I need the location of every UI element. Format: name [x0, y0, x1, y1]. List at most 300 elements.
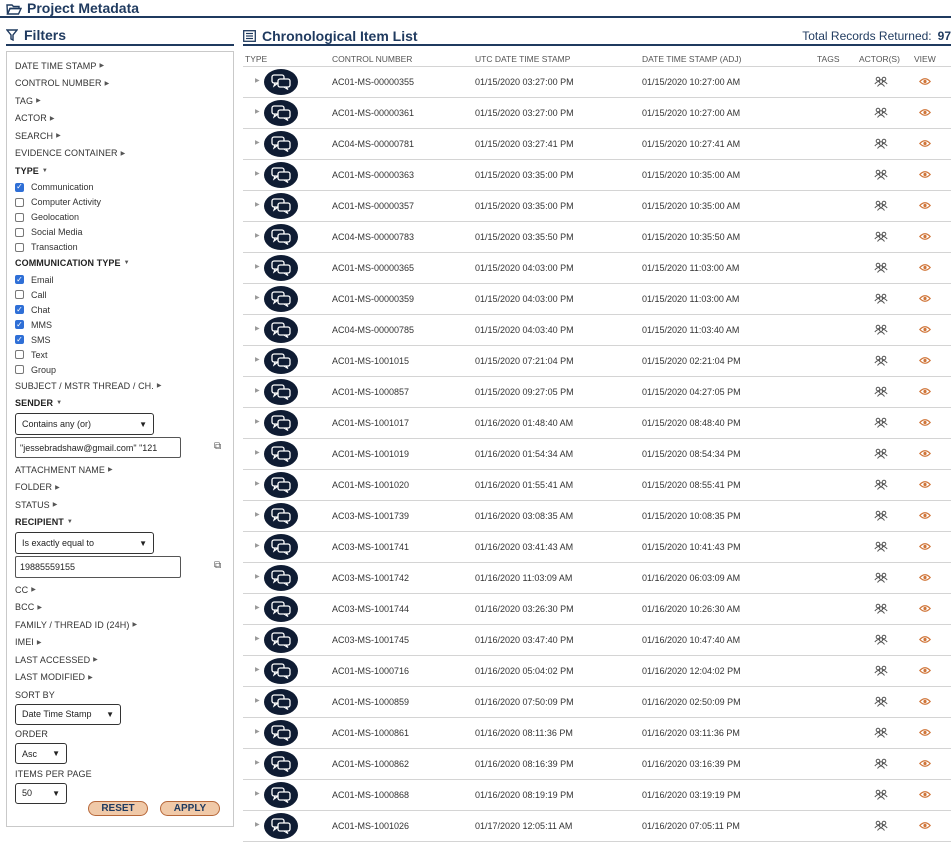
utc-date-cell: 01/15/2020 03:35:00 PM [475, 170, 574, 180]
utc-date-cell: 01/15/2020 03:27:00 PM [475, 108, 574, 118]
table-row[interactable] [243, 315, 951, 346]
caret-down-icon: ▼ [66, 519, 73, 526]
table-row[interactable] [243, 811, 951, 842]
people-icon[interactable] [874, 231, 888, 244]
total-records-value: 97 [937, 29, 951, 43]
people-icon[interactable] [874, 200, 888, 213]
app-title: Project Metadata [27, 0, 140, 16]
column-adj-date[interactable]: DATE TIME STAMP (ADJ) [642, 54, 742, 64]
filter-cc-toggle[interactable] [15, 581, 233, 599]
caret-right-icon: ▶ [37, 604, 43, 611]
row-expand-icon[interactable]: ▶ [255, 667, 260, 673]
control-number-cell: AC01-MS-00000363 [332, 170, 415, 180]
caret-right-icon: ▶ [120, 150, 126, 157]
adj-date-cell: 01/15/2020 10:27:41 AM [642, 139, 741, 149]
caret-right-icon: ▶ [132, 622, 138, 629]
chat-bubbles-icon [264, 596, 298, 622]
list-title: Chronological Item List [262, 28, 418, 44]
filter-comm-type-label: COMMUNICATION TYPE [15, 258, 121, 269]
chat-bubbles-icon [264, 720, 298, 746]
comm-type-option-text[interactable] [15, 347, 233, 362]
eye-icon[interactable] [919, 666, 931, 677]
people-icon[interactable] [874, 293, 888, 306]
row-expand-icon[interactable]: ▶ [255, 729, 260, 735]
table-row[interactable] [243, 501, 951, 532]
checkbox-checked[interactable]: ✓ [16, 274, 23, 284]
adj-date-cell: 01/15/2020 10:27:00 AM [642, 77, 741, 87]
chat-bubbles-icon [264, 658, 298, 684]
table-row[interactable] [243, 625, 951, 656]
eye-icon[interactable] [919, 170, 931, 181]
grid-rows [243, 67, 951, 842]
checkbox-checked[interactable]: ✓ [16, 319, 23, 329]
checkbox-checked[interactable]: ✓ [16, 304, 23, 314]
people-icon[interactable] [874, 510, 888, 523]
recipient-operator-select[interactable] [15, 532, 154, 554]
eye-icon[interactable] [919, 232, 931, 243]
checkbox-label: Computer Activity [31, 197, 102, 207]
people-icon[interactable] [874, 76, 888, 89]
control-number-cell: AC01-MS-00000357 [332, 201, 415, 211]
total-records [802, 26, 951, 46]
adj-date-cell: 01/15/2020 10:35:50 AM [642, 232, 741, 242]
table-row[interactable] [243, 718, 951, 749]
chat-bubbles-icon [264, 782, 298, 808]
filter-subject-toggle[interactable] [15, 377, 233, 395]
filter-actor-toggle[interactable] [15, 110, 233, 128]
comm-type-option-chat[interactable] [15, 302, 233, 317]
app-header [0, 0, 951, 18]
caret-right-icon: ▶ [49, 115, 55, 122]
chat-bubbles-icon [264, 751, 298, 777]
people-icon[interactable] [874, 541, 888, 554]
filter-attachment-name-toggle[interactable] [15, 461, 233, 479]
reset-button[interactable]: RESET [88, 801, 148, 816]
filter-folder-toggle[interactable] [15, 479, 233, 497]
filter-sender-label: SENDER [15, 398, 54, 409]
filter-comm-type-toggle[interactable] [15, 255, 233, 273]
row-expand-icon[interactable]: ▶ [255, 512, 260, 518]
caret-down-icon: ▼ [41, 167, 48, 174]
eye-icon[interactable] [919, 418, 931, 429]
sort-by-value: Date Time Stamp [22, 709, 92, 719]
utc-date-cell: 01/15/2020 03:27:00 PM [475, 77, 574, 87]
control-number-cell: AC01-MS-1000859 [332, 697, 410, 707]
eye-icon[interactable] [919, 511, 931, 522]
table-row[interactable] [243, 191, 951, 222]
eye-icon[interactable] [919, 790, 931, 801]
people-icon[interactable] [874, 634, 888, 647]
row-expand-icon[interactable]: ▶ [255, 760, 260, 766]
checkbox-unchecked[interactable] [15, 198, 24, 207]
items-per-page-select[interactable] [15, 783, 67, 804]
filter-family-thread-id-24h-toggle[interactable] [15, 616, 233, 634]
utc-date-cell: 01/16/2020 03:47:40 PM [475, 635, 574, 645]
table-row[interactable] [243, 346, 951, 377]
comm-type-option-email[interactable] [15, 272, 233, 287]
column-actors[interactable]: ACTOR(S) [859, 54, 900, 64]
comm-type-option-sms[interactable] [15, 332, 233, 347]
list-icon [243, 30, 256, 42]
table-row[interactable] [243, 594, 951, 625]
utc-date-cell: 01/16/2020 08:11:36 PM [475, 728, 573, 738]
eye-icon[interactable] [919, 263, 931, 274]
people-icon[interactable] [874, 789, 888, 802]
total-records-label: Total Records Returned: [802, 29, 932, 43]
utc-date-cell: 01/16/2020 11:03:09 AM [475, 573, 573, 583]
filter-section-label: DATE TIME STAMP [15, 60, 97, 71]
control-number-cell: AC01-MS-00000361 [332, 108, 415, 118]
filter-search-toggle[interactable] [15, 127, 233, 145]
table-row[interactable] [243, 656, 951, 687]
chat-bubbles-icon [264, 224, 298, 250]
eye-icon[interactable] [919, 77, 931, 88]
apply-button[interactable]: APPLY [160, 801, 220, 816]
grid-header [243, 51, 951, 67]
comm-type-option-mms[interactable] [15, 317, 233, 332]
items-per-page-value: 50 [22, 788, 33, 798]
sort-by-select[interactable] [15, 704, 121, 725]
checkbox-checked[interactable]: ✓ [16, 182, 23, 191]
table-row[interactable] [243, 129, 951, 160]
chat-bubbles-icon [264, 410, 298, 436]
eye-icon[interactable] [919, 108, 931, 119]
filter-type-toggle[interactable] [15, 162, 233, 180]
adj-date-cell: 01/16/2020 07:05:11 PM [642, 821, 740, 831]
utc-date-cell: 01/16/2020 08:16:39 PM [475, 759, 574, 769]
control-number-cell: AC03-MS-1001739 [332, 511, 410, 521]
filter-evidence-container-toggle[interactable] [15, 145, 233, 163]
utc-date-cell: 01/16/2020 05:04:02 PM [475, 666, 574, 676]
people-icon[interactable] [874, 572, 888, 585]
people-icon[interactable] [874, 355, 888, 368]
people-icon[interactable] [874, 169, 888, 182]
checkbox-label: Social Media [31, 227, 83, 237]
table-row[interactable] [243, 222, 951, 253]
checkbox-label: Email [31, 274, 54, 285]
caret-down-icon: ▼ [123, 260, 130, 267]
column-control-number[interactable]: CONTROL NUMBER [332, 54, 413, 64]
adj-date-cell: 01/16/2020 12:04:02 PM [642, 666, 741, 676]
filter-section-label: BCC [15, 602, 35, 613]
adj-date-cell: 01/16/2020 10:47:40 AM [642, 635, 741, 645]
filter-last-modified-toggle[interactable] [15, 669, 233, 687]
filter-imei-toggle[interactable] [15, 634, 233, 652]
eye-icon[interactable] [919, 356, 931, 367]
eye-icon[interactable] [919, 759, 931, 770]
people-icon[interactable] [874, 138, 888, 151]
filter-section-label: CC [15, 584, 29, 595]
chat-bubbles-icon [264, 565, 298, 591]
control-number-cell: AC01-MS-1001019 [332, 449, 410, 459]
row-expand-icon[interactable]: ▶ [255, 78, 260, 84]
eye-icon[interactable] [919, 480, 931, 491]
table-row[interactable] [243, 67, 951, 98]
utc-date-cell: 01/15/2020 04:03:00 PM [475, 263, 574, 273]
people-icon[interactable] [874, 262, 888, 275]
chat-bubbles-icon [264, 69, 298, 95]
row-expand-icon[interactable]: ▶ [255, 326, 260, 332]
chat-bubbles-icon [264, 348, 298, 374]
chat-bubbles-icon [264, 100, 298, 126]
order-select[interactable] [15, 743, 67, 764]
sender-value-input[interactable] [15, 437, 181, 458]
eye-icon[interactable] [919, 201, 931, 212]
chat-bubbles-icon [264, 441, 298, 467]
utc-date-cell: 01/16/2020 03:41:43 AM [475, 542, 574, 552]
control-number-cell: AC01-MS-1000716 [332, 666, 410, 676]
utc-date-cell: 01/15/2020 04:03:00 PM [475, 294, 574, 304]
chat-bubbles-icon [264, 627, 298, 653]
caret-right-icon: ▶ [31, 587, 36, 594]
checkbox-label: Text [31, 349, 48, 360]
eye-icon[interactable] [919, 325, 931, 336]
recipient-value-input[interactable] [15, 556, 181, 578]
column-type[interactable]: TYPE [245, 54, 268, 64]
external-link-icon[interactable]: ⧉ [214, 560, 222, 571]
type-option-computer-activity[interactable] [15, 195, 233, 210]
eye-icon[interactable] [919, 821, 931, 832]
recipient-value-text: 19885559155 [20, 562, 76, 572]
adj-date-cell: 01/15/2020 11:03:40 AM [642, 325, 740, 335]
filter-section-label: EVIDENCE CONTAINER [15, 148, 118, 159]
checkbox-unchecked[interactable] [15, 350, 24, 359]
chat-bubbles-icon [264, 472, 298, 498]
caret-right-icon: ▶ [104, 80, 110, 87]
filter-section-label: LAST MODIFIED [15, 672, 86, 683]
filter-status-toggle[interactable] [15, 496, 233, 514]
table-row[interactable] [243, 160, 951, 191]
filter-section-label: FOLDER [15, 482, 53, 493]
people-icon[interactable] [874, 665, 888, 678]
people-icon[interactable] [874, 417, 888, 430]
filter-bcc-toggle[interactable] [15, 599, 233, 617]
eye-icon[interactable] [919, 604, 931, 615]
chat-bubbles-icon [264, 689, 298, 715]
adj-date-cell: 01/15/2020 10:35:00 AM [642, 170, 741, 180]
row-expand-icon[interactable]: ▶ [255, 264, 260, 270]
checkbox-unchecked[interactable] [15, 228, 24, 237]
column-utc-date[interactable]: UTC DATE TIME STAMP [475, 54, 571, 64]
type-option-communication[interactable] [15, 180, 233, 195]
people-icon[interactable] [874, 603, 888, 616]
column-tags[interactable]: TAGS [817, 54, 840, 64]
table-row[interactable] [243, 253, 951, 284]
filter-last-accessed-toggle[interactable] [15, 651, 233, 669]
eye-icon[interactable] [919, 542, 931, 553]
control-number-cell: AC01-MS-1001017 [332, 418, 410, 428]
checkbox-unchecked[interactable] [15, 243, 24, 252]
row-expand-icon[interactable]: ▶ [255, 481, 260, 487]
list-title-wrap [243, 26, 418, 46]
filter-section-label: TAG [15, 95, 34, 106]
filter-control-number-toggle[interactable] [15, 75, 233, 93]
row-expand-icon[interactable]: ▶ [255, 574, 260, 580]
row-expand-icon[interactable]: ▶ [255, 357, 260, 363]
chat-bubbles-icon [264, 813, 298, 839]
chat-bubbles-icon [264, 317, 298, 343]
caret-right-icon: ▶ [156, 383, 162, 390]
row-expand-icon[interactable]: ▶ [255, 109, 260, 115]
caret-right-icon: ▶ [93, 657, 98, 664]
utc-date-cell: 01/15/2020 03:27:41 PM [475, 139, 574, 149]
checkbox-unchecked[interactable] [15, 290, 24, 299]
column-view[interactable]: VIEW [914, 54, 936, 64]
adj-date-cell: 01/16/2020 10:26:30 AM [642, 604, 741, 614]
eye-icon[interactable] [919, 449, 931, 460]
adj-date-cell: 01/15/2020 10:41:43 PM [642, 542, 741, 552]
people-icon[interactable] [874, 448, 888, 461]
comm-type-option-call[interactable] [15, 287, 233, 302]
table-row[interactable] [243, 439, 951, 470]
comm-type-option-group[interactable] [15, 362, 233, 377]
table-row[interactable] [243, 377, 951, 408]
sender-operator-select[interactable] [15, 413, 154, 435]
item-grid [243, 51, 951, 842]
eye-icon[interactable] [919, 294, 931, 305]
row-expand-icon[interactable]: ▶ [255, 822, 260, 828]
control-number-cell: AC01-MS-1000862 [332, 759, 410, 769]
control-number-cell: AC01-MS-1000857 [332, 387, 410, 397]
filter-section-label: IMEI [15, 637, 34, 648]
chat-bubbles-icon [264, 534, 298, 560]
eye-icon[interactable] [919, 139, 931, 150]
chat-bubbles-icon [264, 379, 298, 405]
filter-subject-label: SUBJECT / MSTR THREAD / CH. [15, 380, 154, 391]
checkbox-checked[interactable]: ✓ [16, 334, 23, 344]
chat-bubbles-icon [264, 286, 298, 312]
control-number-cell: AC01-MS-00000365 [332, 263, 415, 273]
row-expand-icon[interactable]: ▶ [255, 636, 260, 642]
people-icon[interactable] [874, 758, 888, 771]
control-number-cell: AC01-MS-1001020 [332, 480, 410, 490]
adj-date-cell: 01/15/2020 08:48:40 PM [642, 418, 741, 428]
adj-date-cell: 01/15/2020 04:27:05 PM [642, 387, 741, 397]
people-icon[interactable] [874, 820, 888, 833]
utc-date-cell: 01/16/2020 01:54:34 AM [475, 449, 574, 459]
filter-sender-toggle[interactable] [15, 395, 233, 413]
utc-date-cell: 01/16/2020 08:19:19 PM [475, 790, 574, 800]
table-row[interactable] [243, 532, 951, 563]
adj-date-cell: 01/15/2020 10:35:00 AM [642, 201, 741, 211]
table-row[interactable] [243, 408, 951, 439]
checkbox-label: Communication [31, 182, 94, 192]
row-expand-icon[interactable]: ▶ [255, 202, 260, 208]
table-row[interactable] [243, 780, 951, 811]
people-icon[interactable] [874, 727, 888, 740]
caret-right-icon: ▶ [52, 502, 58, 509]
type-option-geolocation[interactable] [15, 210, 233, 225]
adj-date-cell: 01/15/2020 10:27:00 AM [642, 108, 741, 118]
row-expand-icon[interactable]: ▶ [255, 140, 260, 146]
table-row[interactable] [243, 98, 951, 129]
filter-section-label: LAST ACCESSED [15, 654, 91, 665]
utc-date-cell: 01/17/2020 12:05:11 AM [475, 821, 573, 831]
checkbox-unchecked[interactable] [15, 213, 24, 222]
control-number-cell: AC03-MS-1001741 [332, 542, 410, 552]
folder-open-icon [6, 3, 22, 15]
adj-date-cell: 01/15/2020 11:03:00 AM [642, 294, 740, 304]
filter-tag-toggle[interactable] [15, 92, 233, 110]
people-icon[interactable] [874, 107, 888, 120]
row-expand-icon[interactable]: ▶ [255, 543, 260, 549]
people-icon[interactable] [874, 324, 888, 337]
row-expand-icon[interactable]: ▶ [255, 450, 260, 456]
adj-date-cell: 01/15/2020 10:08:35 PM [642, 511, 741, 521]
row-expand-icon[interactable]: ▶ [255, 233, 260, 239]
sender-operator-value: Contains any (or) [22, 419, 92, 429]
people-icon[interactable] [874, 696, 888, 709]
sort-by-label: SORT BY [15, 689, 55, 700]
caret-right-icon: ▶ [36, 639, 42, 646]
checkbox-unchecked[interactable] [15, 365, 24, 374]
eye-icon[interactable] [919, 697, 931, 708]
utc-date-cell: 01/16/2020 01:55:41 AM [475, 480, 574, 490]
control-number-cell: AC04-MS-00000781 [332, 139, 415, 149]
row-expand-icon[interactable]: ▶ [255, 388, 260, 394]
checkbox-label: Call [31, 289, 47, 300]
control-number-cell: AC04-MS-00000785 [332, 325, 415, 335]
adj-date-cell: 01/16/2020 03:11:36 PM [642, 728, 740, 738]
filter-recipient-toggle[interactable] [15, 514, 233, 532]
external-link-icon[interactable]: ⧉ [214, 441, 222, 452]
row-expand-icon[interactable]: ▶ [255, 419, 260, 425]
type-option-social-media[interactable] [15, 225, 233, 240]
row-expand-icon[interactable]: ▶ [255, 698, 260, 704]
row-expand-icon[interactable]: ▶ [255, 171, 260, 177]
app-title-wrap [6, 0, 139, 17]
people-icon[interactable] [874, 479, 888, 492]
caret-right-icon: ▶ [56, 133, 61, 140]
table-row[interactable] [243, 470, 951, 501]
chevron-down-icon: ▼ [139, 538, 147, 548]
table-row[interactable] [243, 687, 951, 718]
eye-icon[interactable] [919, 635, 931, 646]
checkbox-label: Transaction [31, 242, 78, 252]
control-number-cell: AC01-MS-1001015 [332, 356, 410, 366]
eye-icon[interactable] [919, 573, 931, 584]
chevron-down-icon: ▼ [52, 749, 60, 758]
list-header [243, 26, 951, 46]
row-expand-icon[interactable]: ▶ [255, 791, 260, 797]
row-expand-icon[interactable]: ▶ [255, 605, 260, 611]
chat-bubbles-icon [264, 131, 298, 157]
checkbox-label: MMS [31, 319, 52, 330]
utc-date-cell: 01/15/2020 07:21:04 PM [475, 356, 574, 366]
utc-date-cell: 01/15/2020 03:35:00 PM [475, 201, 574, 211]
table-row[interactable] [243, 749, 951, 780]
filter-date-time-stamp-toggle[interactable] [15, 57, 233, 75]
eye-icon[interactable] [919, 728, 931, 739]
table-row[interactable] [243, 563, 951, 594]
utc-date-cell: 01/15/2020 03:35:50 PM [475, 232, 574, 242]
table-row[interactable] [243, 284, 951, 315]
caret-right-icon: ▶ [99, 63, 105, 70]
chat-bubbles-icon [264, 162, 298, 188]
control-number-cell: AC01-MS-00000359 [332, 294, 415, 304]
people-icon[interactable] [874, 386, 888, 399]
checkbox-label: SMS [31, 334, 51, 345]
row-expand-icon[interactable]: ▶ [255, 295, 260, 301]
order-value: Asc [22, 748, 38, 759]
recipient-operator-value: Is exactly equal to [22, 538, 95, 548]
control-number-cell: AC03-MS-1001745 [332, 635, 410, 645]
items-per-page-label: ITEMS PER PAGE [15, 768, 92, 779]
caret-right-icon: ▶ [88, 674, 93, 681]
caret-down-icon: ▼ [56, 400, 63, 407]
type-option-transaction[interactable] [15, 240, 233, 255]
eye-icon[interactable] [919, 387, 931, 398]
